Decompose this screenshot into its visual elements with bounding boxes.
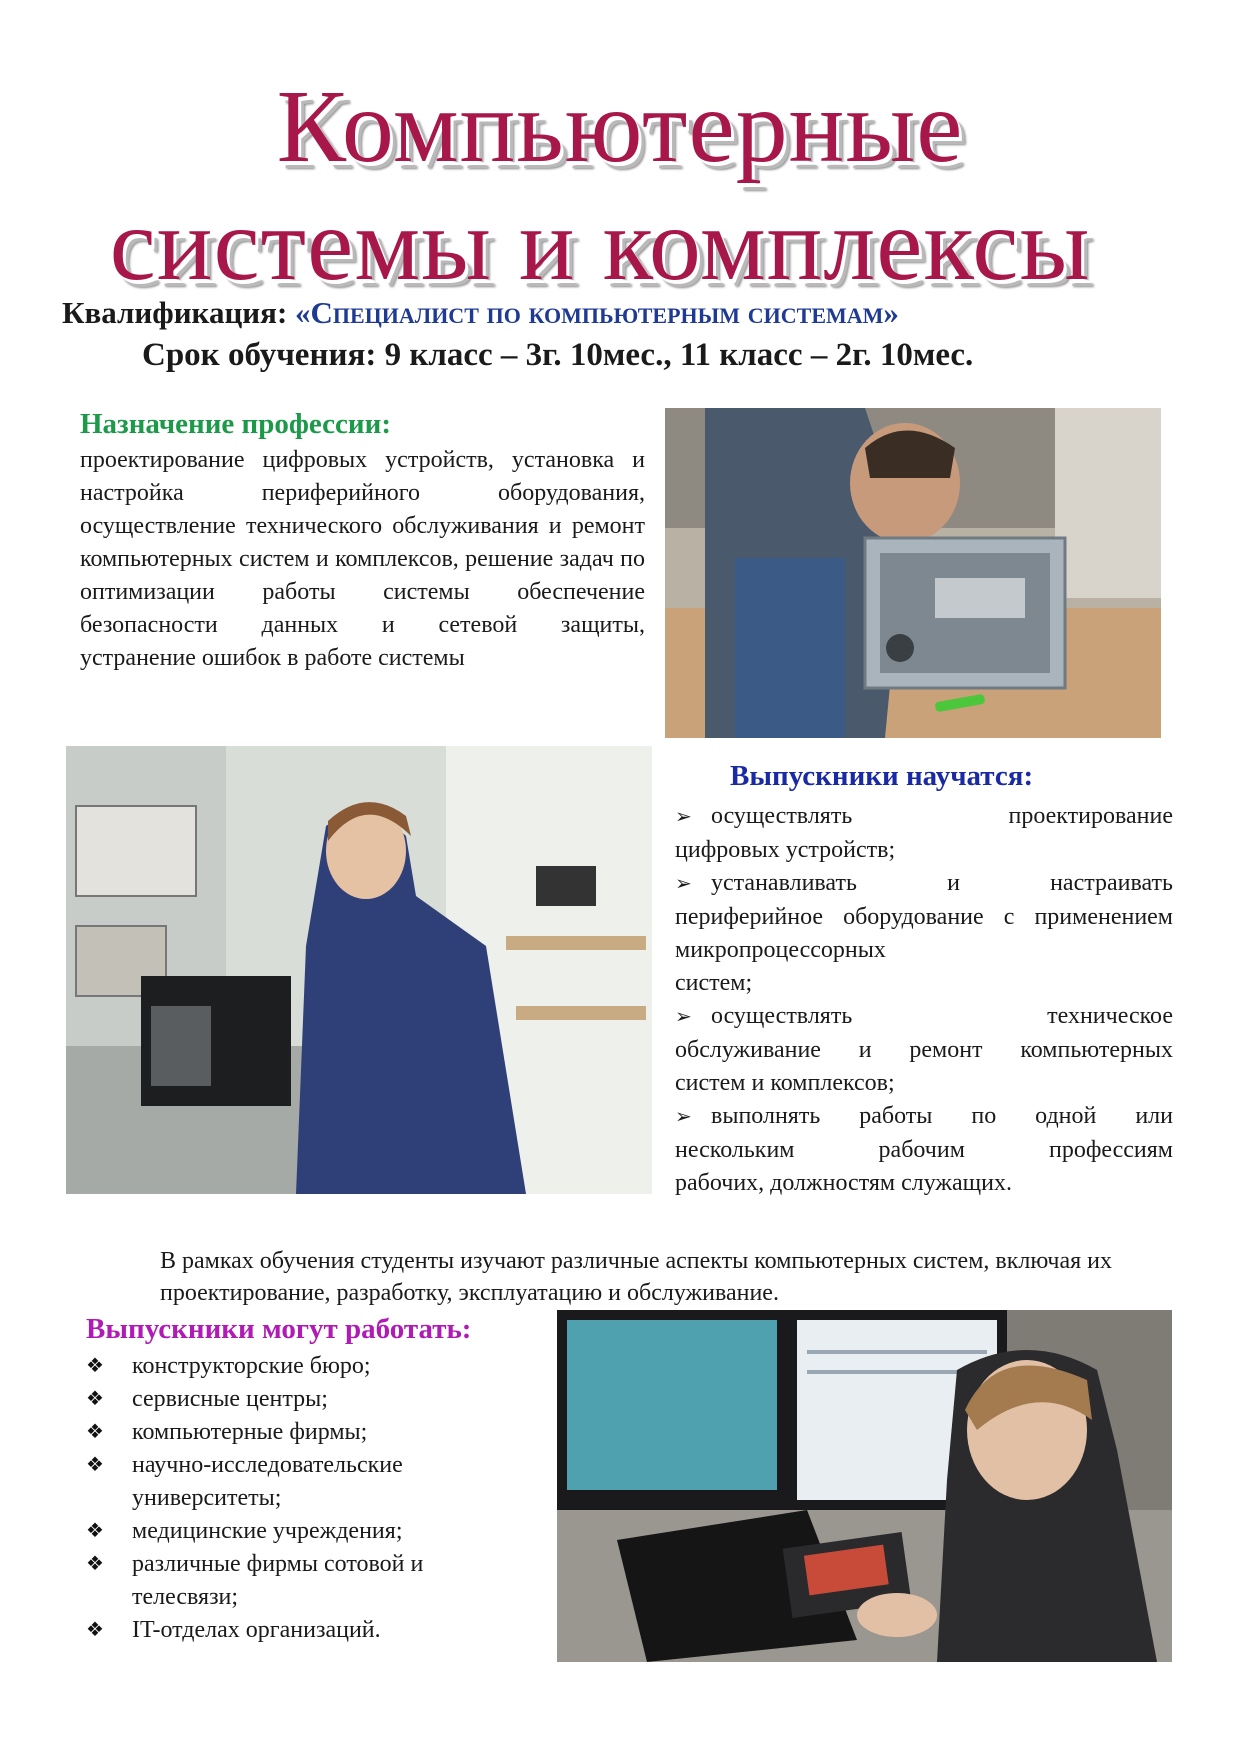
learn-item-text: выполнять работы по одной или bbox=[711, 1103, 1173, 1129]
qualification-line bbox=[62, 295, 899, 331]
learn-item-1-line-2: цифровых устройств; bbox=[675, 837, 896, 863]
learn-item-2-line-1 bbox=[675, 867, 1173, 901]
qualification-label: Квалификация: bbox=[62, 295, 288, 330]
work-item-text: конструкторские бюро; bbox=[132, 1353, 371, 1379]
work-item bbox=[86, 1383, 572, 1416]
purpose-text-body: проектирование цифровых устройств, установка и настройка периферийного оборудования, осуществление технического обслуживания и ремонт компьютерных систем и комплексов, решение задач по оптимизации работы системы обеспечение безопасности данных и сетевой защиты, bbox=[80, 447, 645, 638]
work-item bbox=[86, 1449, 532, 1515]
page-title-line-1: Компьютерные bbox=[276, 69, 964, 184]
learn-item-3-line-2: обслуживание и ремонт компьютерных bbox=[675, 1037, 1173, 1063]
learn-item-2-line-2: периферийное оборудование с применением микропроцессорных bbox=[675, 904, 1173, 963]
work-item bbox=[86, 1548, 532, 1614]
diamond-cluster-bullet-icon: ❖ bbox=[86, 1355, 104, 1377]
purpose-text-last-line: устранение ошибок в работе системы bbox=[80, 645, 465, 671]
page-title-line-2: системы и комплексы bbox=[109, 187, 1091, 302]
work-item bbox=[86, 1350, 572, 1383]
arrowhead-bullet-icon: ➢ bbox=[675, 873, 692, 895]
learn-item-2-line-3: систем; bbox=[675, 970, 753, 996]
learn-item-3-line-3: систем и комплексов; bbox=[675, 1070, 895, 1096]
photo-students-in-lab bbox=[66, 746, 652, 1194]
diamond-cluster-bullet-icon: ❖ bbox=[86, 1520, 104, 1542]
work-item bbox=[86, 1416, 572, 1449]
work-item-text: научно-исследовательские университеты; bbox=[132, 1452, 403, 1511]
photo-student-at-workstation bbox=[557, 1310, 1172, 1662]
work-item-text: различные фирмы сотовой и телесвязи; bbox=[132, 1551, 424, 1610]
learn-item-4-line-3: рабочих, должностям служащих. bbox=[675, 1170, 1012, 1196]
diamond-cluster-bullet-icon: ❖ bbox=[86, 1553, 104, 1575]
learn-item-text: осуществлять техническое bbox=[711, 1003, 1173, 1029]
learn-item-text: устанавливать и настраивать bbox=[711, 870, 1173, 896]
diamond-cluster-bullet-icon: ❖ bbox=[86, 1388, 104, 1410]
work-item-text: компьютерные фирмы; bbox=[132, 1419, 368, 1445]
work-heading: Выпускники могут работать: bbox=[86, 1313, 472, 1345]
diamond-cluster-bullet-icon: ❖ bbox=[86, 1421, 104, 1443]
study-term: Срок обучения: 9 класс – 3г. 10мес., 11 класс – 2г. 10мес. bbox=[142, 337, 974, 373]
learn-item-3-line-1 bbox=[675, 1000, 1173, 1034]
work-item bbox=[86, 1515, 572, 1548]
qualification-value: «Специалист по компьютерным системам» bbox=[295, 295, 899, 330]
study-intro-text: В рамках обучения студенты изучают различные аспекты компьютерных систем, включая их проектирование, разработку, эксплуатацию и обслуживание. bbox=[160, 1248, 1112, 1306]
purpose-text bbox=[80, 444, 645, 675]
arrowhead-bullet-icon: ➢ bbox=[675, 1106, 692, 1128]
learn-item-1-line-1 bbox=[675, 800, 1173, 834]
diamond-cluster-bullet-icon: ❖ bbox=[86, 1619, 104, 1641]
learn-item-4-line-1 bbox=[675, 1100, 1173, 1134]
photo-student-repairing-pc bbox=[665, 408, 1161, 738]
learn-list bbox=[675, 800, 1173, 1200]
work-item-text: сервисные центры; bbox=[132, 1386, 328, 1412]
learn-item-text: осуществлять проектирование bbox=[711, 803, 1173, 829]
diamond-cluster-bullet-icon: ❖ bbox=[86, 1454, 104, 1476]
work-list bbox=[86, 1350, 572, 1647]
work-item-text: IT-отделах организаций. bbox=[132, 1617, 381, 1643]
work-item-text: медицинские учреждения; bbox=[132, 1518, 403, 1544]
learn-item-4-line-2: нескольким рабочим профессиям bbox=[675, 1137, 1173, 1163]
purpose-heading: Назначение профессии: bbox=[80, 408, 391, 440]
arrowhead-bullet-icon: ➢ bbox=[675, 806, 692, 828]
arrowhead-bullet-icon: ➢ bbox=[675, 1006, 692, 1028]
learn-heading: Выпускники научатся: bbox=[730, 760, 1034, 792]
work-item bbox=[86, 1614, 572, 1647]
